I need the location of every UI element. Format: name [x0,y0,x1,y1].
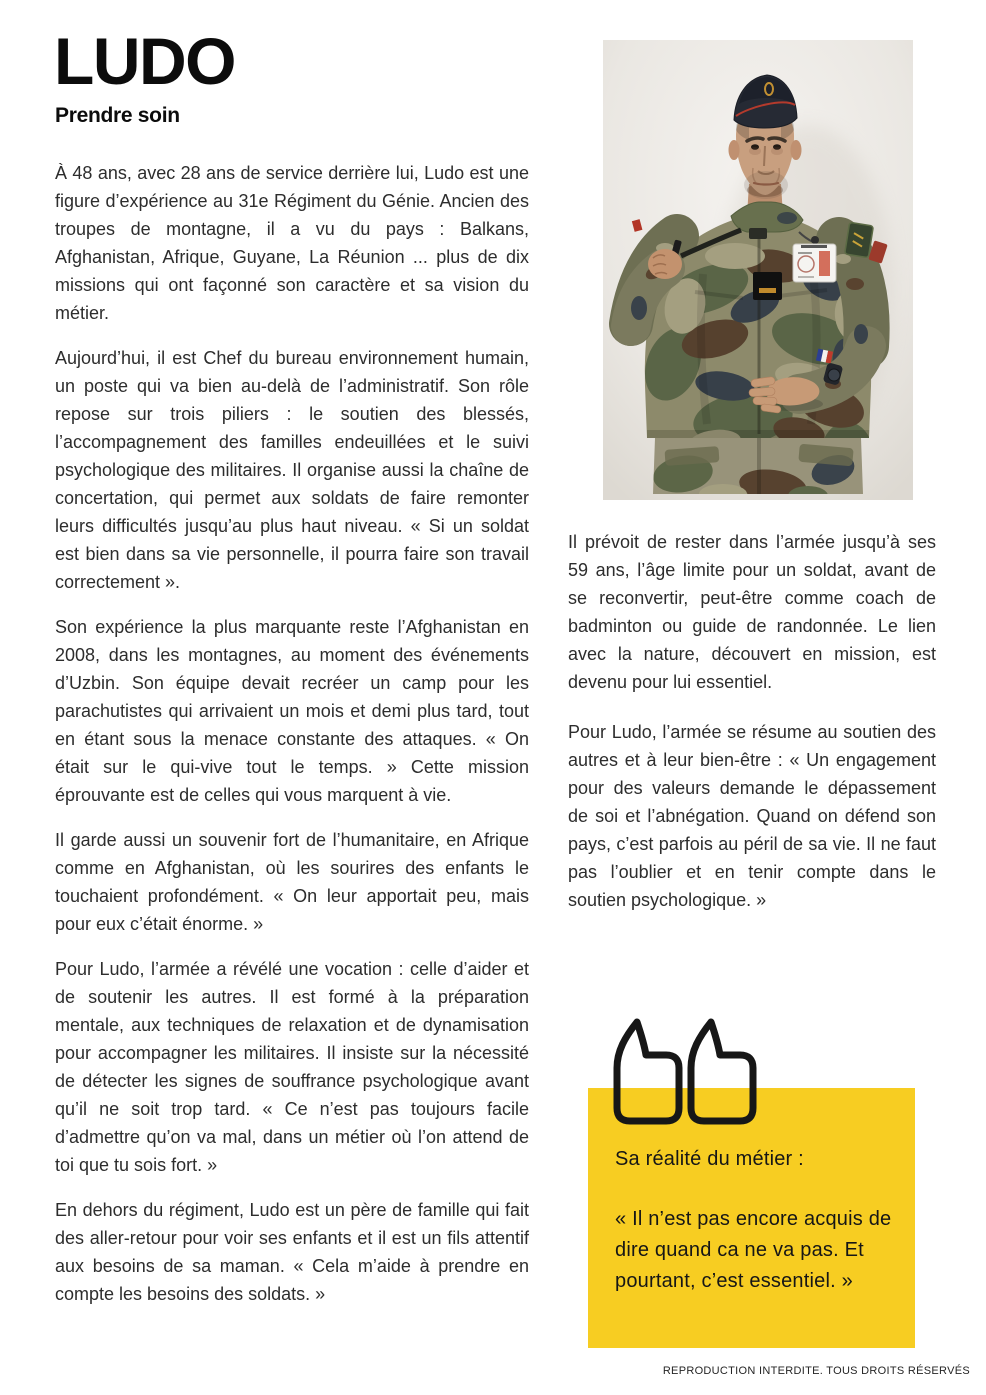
page-subtitle: Prendre soin [55,104,180,127]
paragraph: Pour Ludo, l’armée se résume au soutien des autres et à leur bien-être : « Un engagement pour des valeurs demande le dépassement de soi et l’abnégation. Quand on défend son pays, c’est parfois au péril de sa vie. Il ne faut pas l’oublier et en tenir compte dans le soutien psychologique. » [568,722,936,910]
article-right-column [568,528,936,936]
ear [791,140,802,160]
soldier-portrait-illustration [603,40,913,500]
ear [729,140,740,160]
soldier-photo [603,40,913,500]
paragraph: Pour Ludo, l’armée a révélé une vocation : celle d’aider et de soutenir les autres. Il est formé à la préparation mentale, aux techniques de relaxation et de dynamisation pour accompagner les militaires. Il insiste sur la nécessité de détecter les signes de souffrance psychologique avant qu’il ne soit trop tard. « Ce n’est pas toujours facile d’admettre qu’on va mal, dans un métier où l’on attend de toi que tu sois fort. » [55,959,529,1175]
paragraph: À 48 ans, avec 28 ans de service derrière lui, Ludo est une figure d’expérience au 31e Régiment du Génie. Ancien des troupes de montagne, il a vu du pays : Balkans, Afghanistan, Afrique, Guyane, La Réunion ... plus de dix missions qui ont façonné son caractère et sa vision du métier. [55,163,529,323]
double-quote-icon [612,1018,758,1126]
paragraph: Son expérience la plus marquante reste l’Afghanistan en 2008, dans les montagnes, au moment des événements d’Uzbin. Son équipe devait recréer un camp pour les parachutistes qui arrivaient un mois et demi plus tard, tout en étant sous la menace constante des attaques. « On était sur le qui-vive tout le temps. » Cette mission éprouvante est de celles qui vous marquent à vie. [55,617,529,805]
copyright-notice: REPRODUCTION INTERDITE. TOUS DROITS RÉSERVÉS [662,1365,970,1377]
nose [764,146,765,166]
camo-trousers [650,438,863,500]
paragraph: En dehors du régiment, Ludo est un père de famille qui fait des aller-retour pour voir ses enfants et il est un fils attentif aux besoins de sa maman. « Cela m’aide à prendre en compte les besoins des soldats. » [55,1200,529,1304]
quote-box [588,1088,915,1348]
paragraph: Il prévoit de rester dans l’armée jusqu’à ses 59 ans, l’âge limite pour un soldat, avant de se reconvertir, peut-être comme coach de badminton ou guide de randonnée. Le lien avec la nature, découvert en mission, est devenu pour lui essentiel. [568,532,936,692]
page-title: LUDO [54,24,235,98]
article-left-column [55,159,529,1325]
rank-patch [753,272,782,300]
regiment-patch [845,222,874,257]
quote-box-label: Sa réalité du métier : [615,1148,804,1170]
paragraph: Aujourd’hui, il est Chef du bureau environnement humain, un poste qui va bien au-delà de l’administratif. Son rôle repose sur trois piliers : le soutien des blessés, l’accompagnement des familles endeuillées et le suivi psychologique des militaires. Il organise aussi la chaîne de concertation, qui permet aux soldats de faire remonter leurs difficultés jusqu’au plus haut niveau. « Si un soldat est bien dans sa vie personnelle, il pourra faire son travail correctement ». [55,348,529,592]
quote-box-text: « Il n’est pas encore acquis de dire quand ca ne va pas. Et pourtant, c’est essentiel. » [615,1208,892,1292]
paragraph: Il garde aussi un souvenir fort de l’humanitaire, en Afrique comme en Afghanistan, où les sourires des enfants le touchaient profondément. « On leur apportait peu, mais pour eux c’était énorme. » [55,830,529,934]
